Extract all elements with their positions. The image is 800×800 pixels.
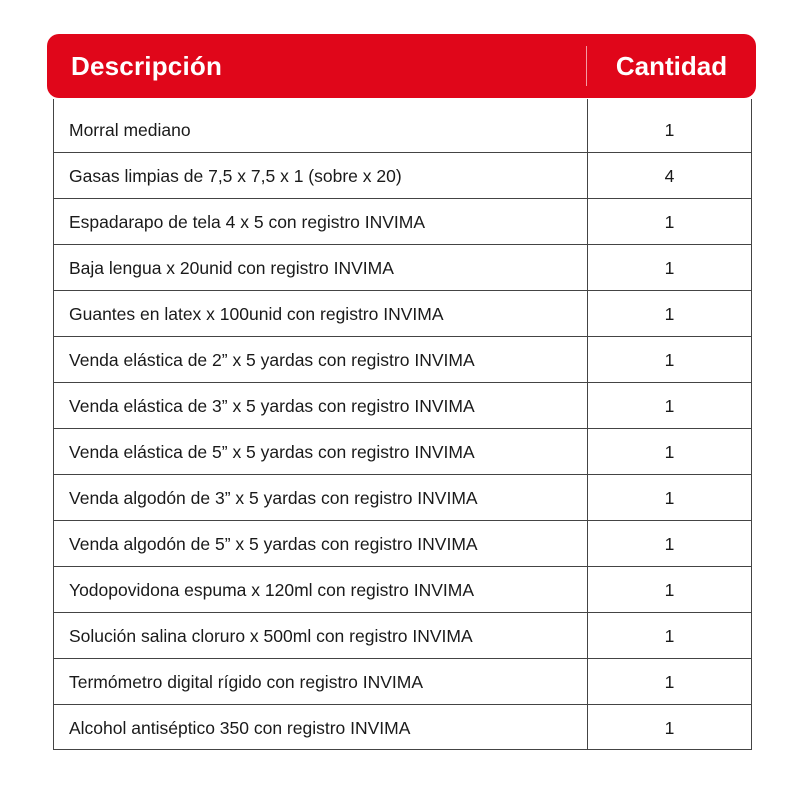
row-quantity: 1 xyxy=(664,258,675,278)
row-description: Gasas limpias de 7,5 x 7,5 x 1 (sobre x 20) xyxy=(69,166,402,186)
table-row xyxy=(54,659,751,705)
table-row xyxy=(54,291,751,337)
row-description: Morral mediano xyxy=(69,120,191,140)
row-description: Venda algodón de 3” x 5 yardas con registro INVIMA xyxy=(69,488,478,508)
row-quantity: 1 xyxy=(664,350,675,370)
table-row xyxy=(54,245,751,291)
table-row xyxy=(54,521,751,567)
row-description: Espadarapo de tela 4 x 5 con registro INVIMA xyxy=(69,212,426,232)
row-quantity: 1 xyxy=(664,718,675,738)
table-row xyxy=(54,475,751,521)
row-quantity: 1 xyxy=(664,304,675,324)
row-quantity: 1 xyxy=(664,580,675,600)
row-description: Venda elástica de 3” x 5 yardas con registro INVIMA xyxy=(69,396,475,416)
row-description: Guantes en latex x 100unid con registro INVIMA xyxy=(69,304,444,324)
table-row xyxy=(54,337,751,383)
table-header xyxy=(47,34,756,98)
table-row xyxy=(54,199,751,245)
table-row xyxy=(54,705,751,751)
row-description: Baja lengua x 20unid con registro INVIMA xyxy=(69,258,394,278)
row-description: Venda algodón de 5” x 5 yardas con registro INVIMA xyxy=(69,534,478,554)
row-quantity: 4 xyxy=(664,166,675,186)
row-quantity: 1 xyxy=(664,212,675,232)
row-quantity: 1 xyxy=(664,488,675,508)
row-quantity: 1 xyxy=(664,396,675,416)
table-body xyxy=(53,99,752,750)
row-description: Termómetro digital rígido con registro INVIMA xyxy=(69,672,424,692)
row-quantity: 1 xyxy=(664,626,675,646)
row-quantity: 1 xyxy=(664,672,675,692)
table-row xyxy=(54,153,751,199)
table-row xyxy=(54,383,751,429)
table-row xyxy=(54,107,751,153)
row-quantity: 1 xyxy=(664,442,675,462)
table-row xyxy=(54,429,751,475)
row-description: Alcohol antiséptico 350 con registro INVIMA xyxy=(69,718,411,738)
table-row xyxy=(54,613,751,659)
row-quantity: 1 xyxy=(664,120,675,140)
row-quantity: 1 xyxy=(664,534,675,554)
row-description: Solución salina cloruro x 500ml con registro INVIMA xyxy=(69,626,473,646)
row-description: Venda elástica de 5” x 5 yardas con registro INVIMA xyxy=(69,442,475,462)
row-description: Yodopovidona espuma x 120ml con registro INVIMA xyxy=(69,580,474,600)
row-description: Venda elástica de 2” x 5 yardas con registro INVIMA xyxy=(69,350,475,370)
header-quantity: Cantidad xyxy=(615,51,728,81)
table-row xyxy=(54,567,751,613)
header-description: Descripción xyxy=(71,51,223,81)
